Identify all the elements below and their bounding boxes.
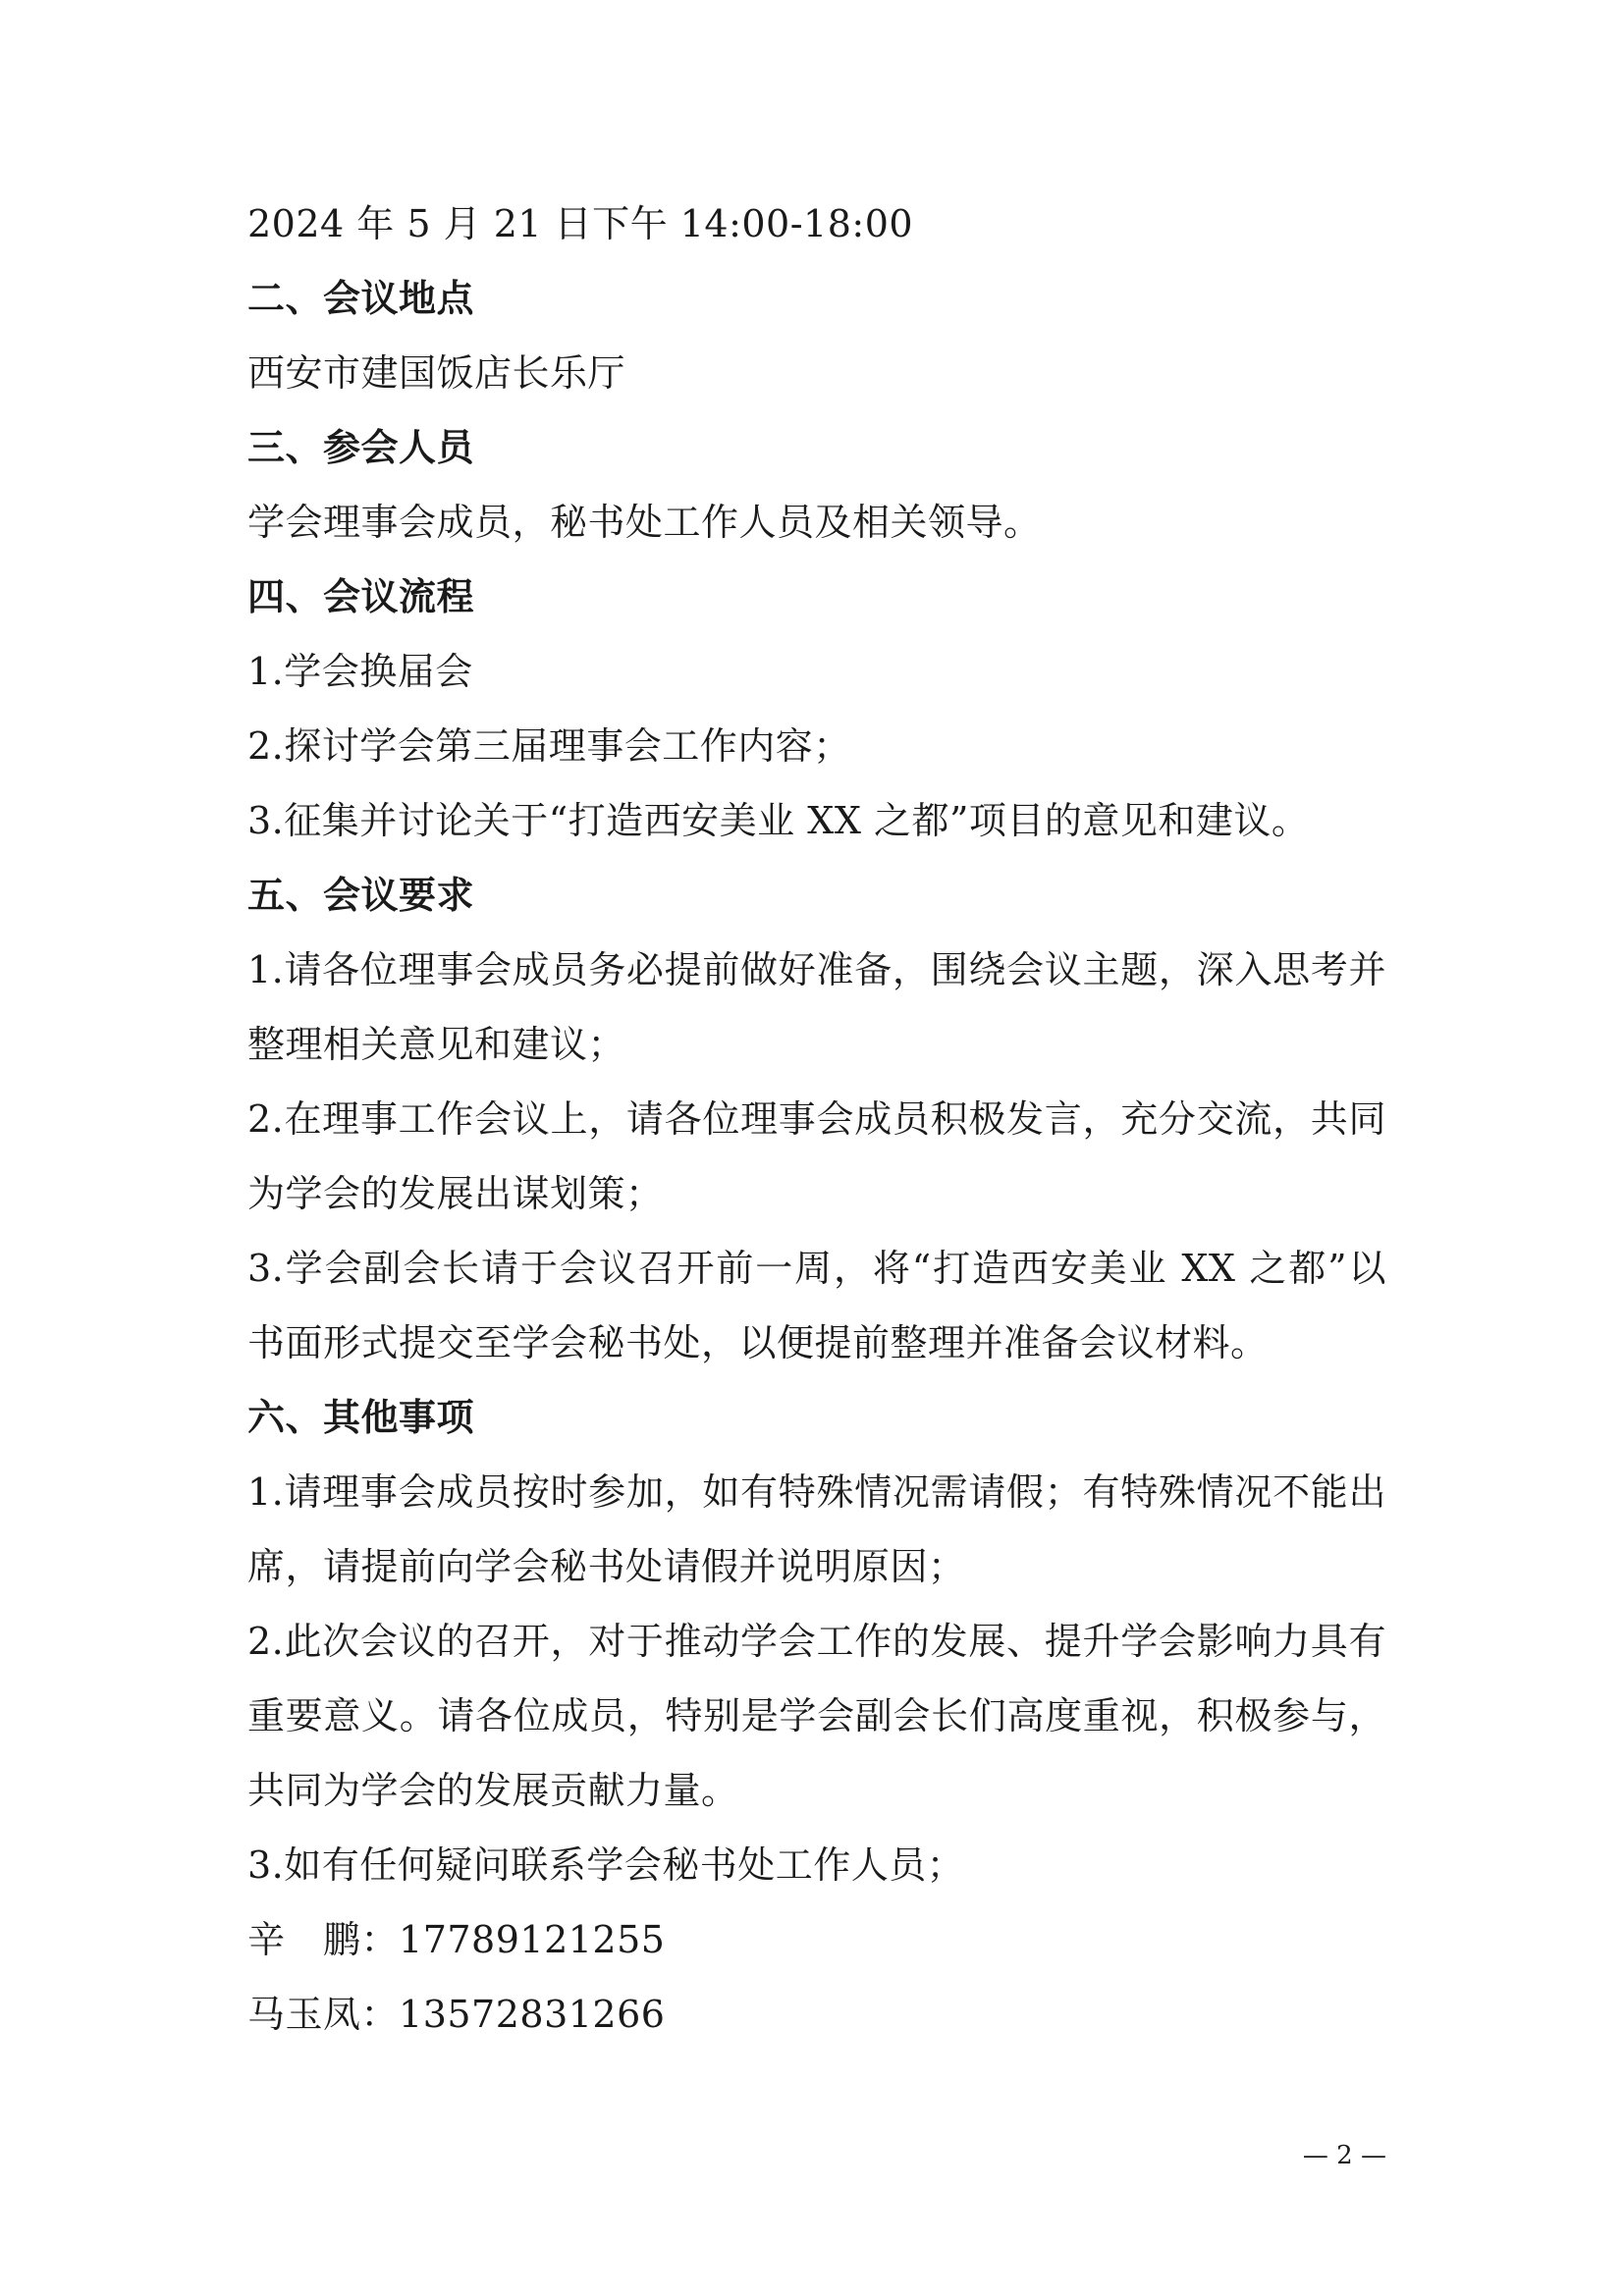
section-heading-requirements: 五、会议要求 — [247, 874, 475, 917]
other-line: 重要意义。请各位成员，特别是学会副会长们高度重视，积极参与， — [247, 1694, 1386, 1737]
section-heading-attendees: 三、参会人员 — [247, 426, 475, 469]
requirements-line: 书面形式提交至学会秘书处，以便提前整理并准备会议材料。 — [247, 1321, 1269, 1364]
contact-entry — [247, 1916, 1386, 1963]
venue-text: 西安市建国饭店长乐厅 — [247, 351, 626, 395]
other-line: 3.如有任何疑问联系学会秘书处工作人员； — [247, 1843, 965, 1887]
agenda-item: 1.学会换届会 — [247, 650, 473, 693]
other-line: 席，请提前向学会秘书处请假并说明原因； — [247, 1545, 966, 1588]
attendees-text: 学会理事会成员，秘书处工作人员及相关领导。 — [247, 501, 1042, 544]
other-line: 1.请理事会成员按时参加，如有特殊情况需请假；有特殊情况不能出 — [247, 1470, 1386, 1514]
other-line: 共同为学会的发展贡献力量。 — [247, 1769, 739, 1812]
contact-phone: 13572831266 — [399, 1993, 666, 2036]
requirements-line: 整理相关意见和建议； — [247, 1023, 626, 1066]
requirements-line: 2.在理事工作会议上，请各位理事会成员积极发言，充分交流，共同 — [247, 1097, 1386, 1141]
contact-name: 辛 鹏： — [247, 1918, 400, 1961]
section-heading-agenda: 四、会议流程 — [247, 575, 475, 618]
contact-entry — [247, 1991, 1386, 2038]
agenda-item: 2.探讨学会第三届理事会工作内容； — [247, 724, 851, 768]
page-number: — 2 — — [1302, 2141, 1386, 2170]
other-line: 2.此次会议的召开，对于推动学会工作的发展、提升学会影响力具有 — [247, 1620, 1386, 1663]
requirements-line: 为学会的发展出谋划策； — [247, 1172, 664, 1215]
requirements-line: 3.学会副会长请于会议召开前一周，将“打造西安美业 XX 之都”以 — [247, 1247, 1386, 1290]
requirements-line: 1.请各位理事会成员务必提前做好准备，围绕会议主题，深入思考并 — [247, 948, 1386, 991]
agenda-item: 3.征集并讨论关于“打造西安美业 XX 之都”项目的意见和建议。 — [247, 799, 1310, 842]
contact-name: 马玉凤： — [247, 1993, 400, 2036]
section-heading-venue: 二、会议地点 — [247, 277, 475, 320]
contact-phone: 17789121255 — [399, 1918, 666, 1961]
section-heading-other: 六、其他事项 — [247, 1396, 475, 1439]
meeting-time: 2024 年 5 月 21 日下午 14:00-18:00 — [247, 202, 914, 245]
